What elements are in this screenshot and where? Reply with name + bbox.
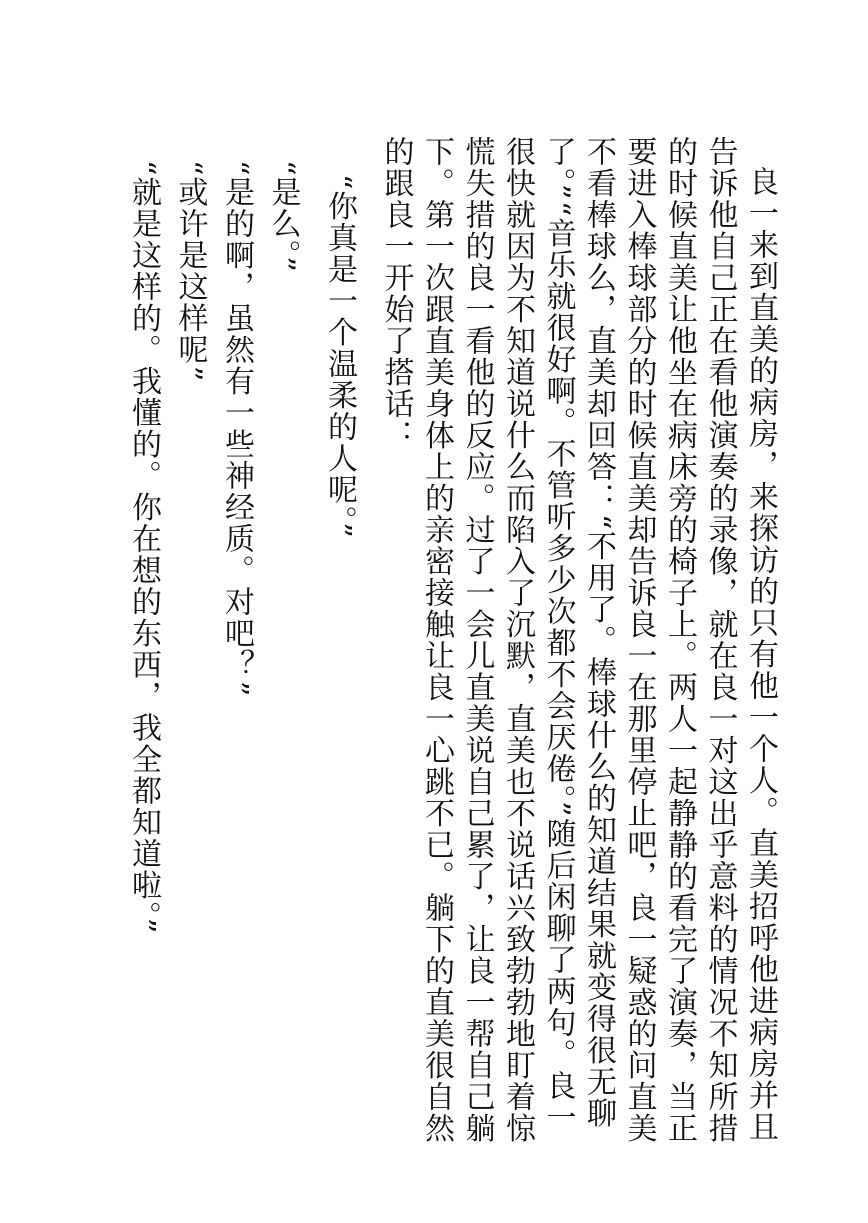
- vertical-text-body: [123, 136, 781, 1151]
- dialogue-line: “是么。”: [265, 160, 301, 274]
- dialogue-line: “你真是一个温柔的人呢。”: [322, 173, 357, 539]
- narrative-paragraph: 良一来到直美的病房，来探访的只有他一个人。直美招呼他进病房并且告诉他自己正在看他演奏的录像，就在良一对这出乎意料的情况不知所措的时候直美让他坐在病床旁的椅子上。两人一起静静的看完了演奏，当正要进入棒球部分的时候直美却告诉良一在那里停止吧，良一疑惑的问直美不看棒球么，直美却回答：“不用了。棒球什么的知道结果就变得很无聊了。”“音乐就很好啊。不管听多少次都不会厌倦。”随后闲聊了两句。良一很快就因为不知道说什么而陷入了沉默，直美也不说话兴致勃勃地盯着惊慌失措的良一看他的反应。过了一会儿直美说自己累了，让良一帮自己躺下。第一次跟直美身体上的亲密接触让良一心跳不已。躺下的直美很自然的跟良一开始了搭话：: [378, 136, 778, 1144]
- dialogue-line: “就是这样的。我懂的。你在想的东西，我全都知道啦。”: [126, 160, 161, 935]
- dialogue-line: “或许是这样呢”: [172, 160, 208, 383]
- dialogue-line: “是的啊，虽然有一些神经质。对吧？”: [219, 160, 254, 698]
